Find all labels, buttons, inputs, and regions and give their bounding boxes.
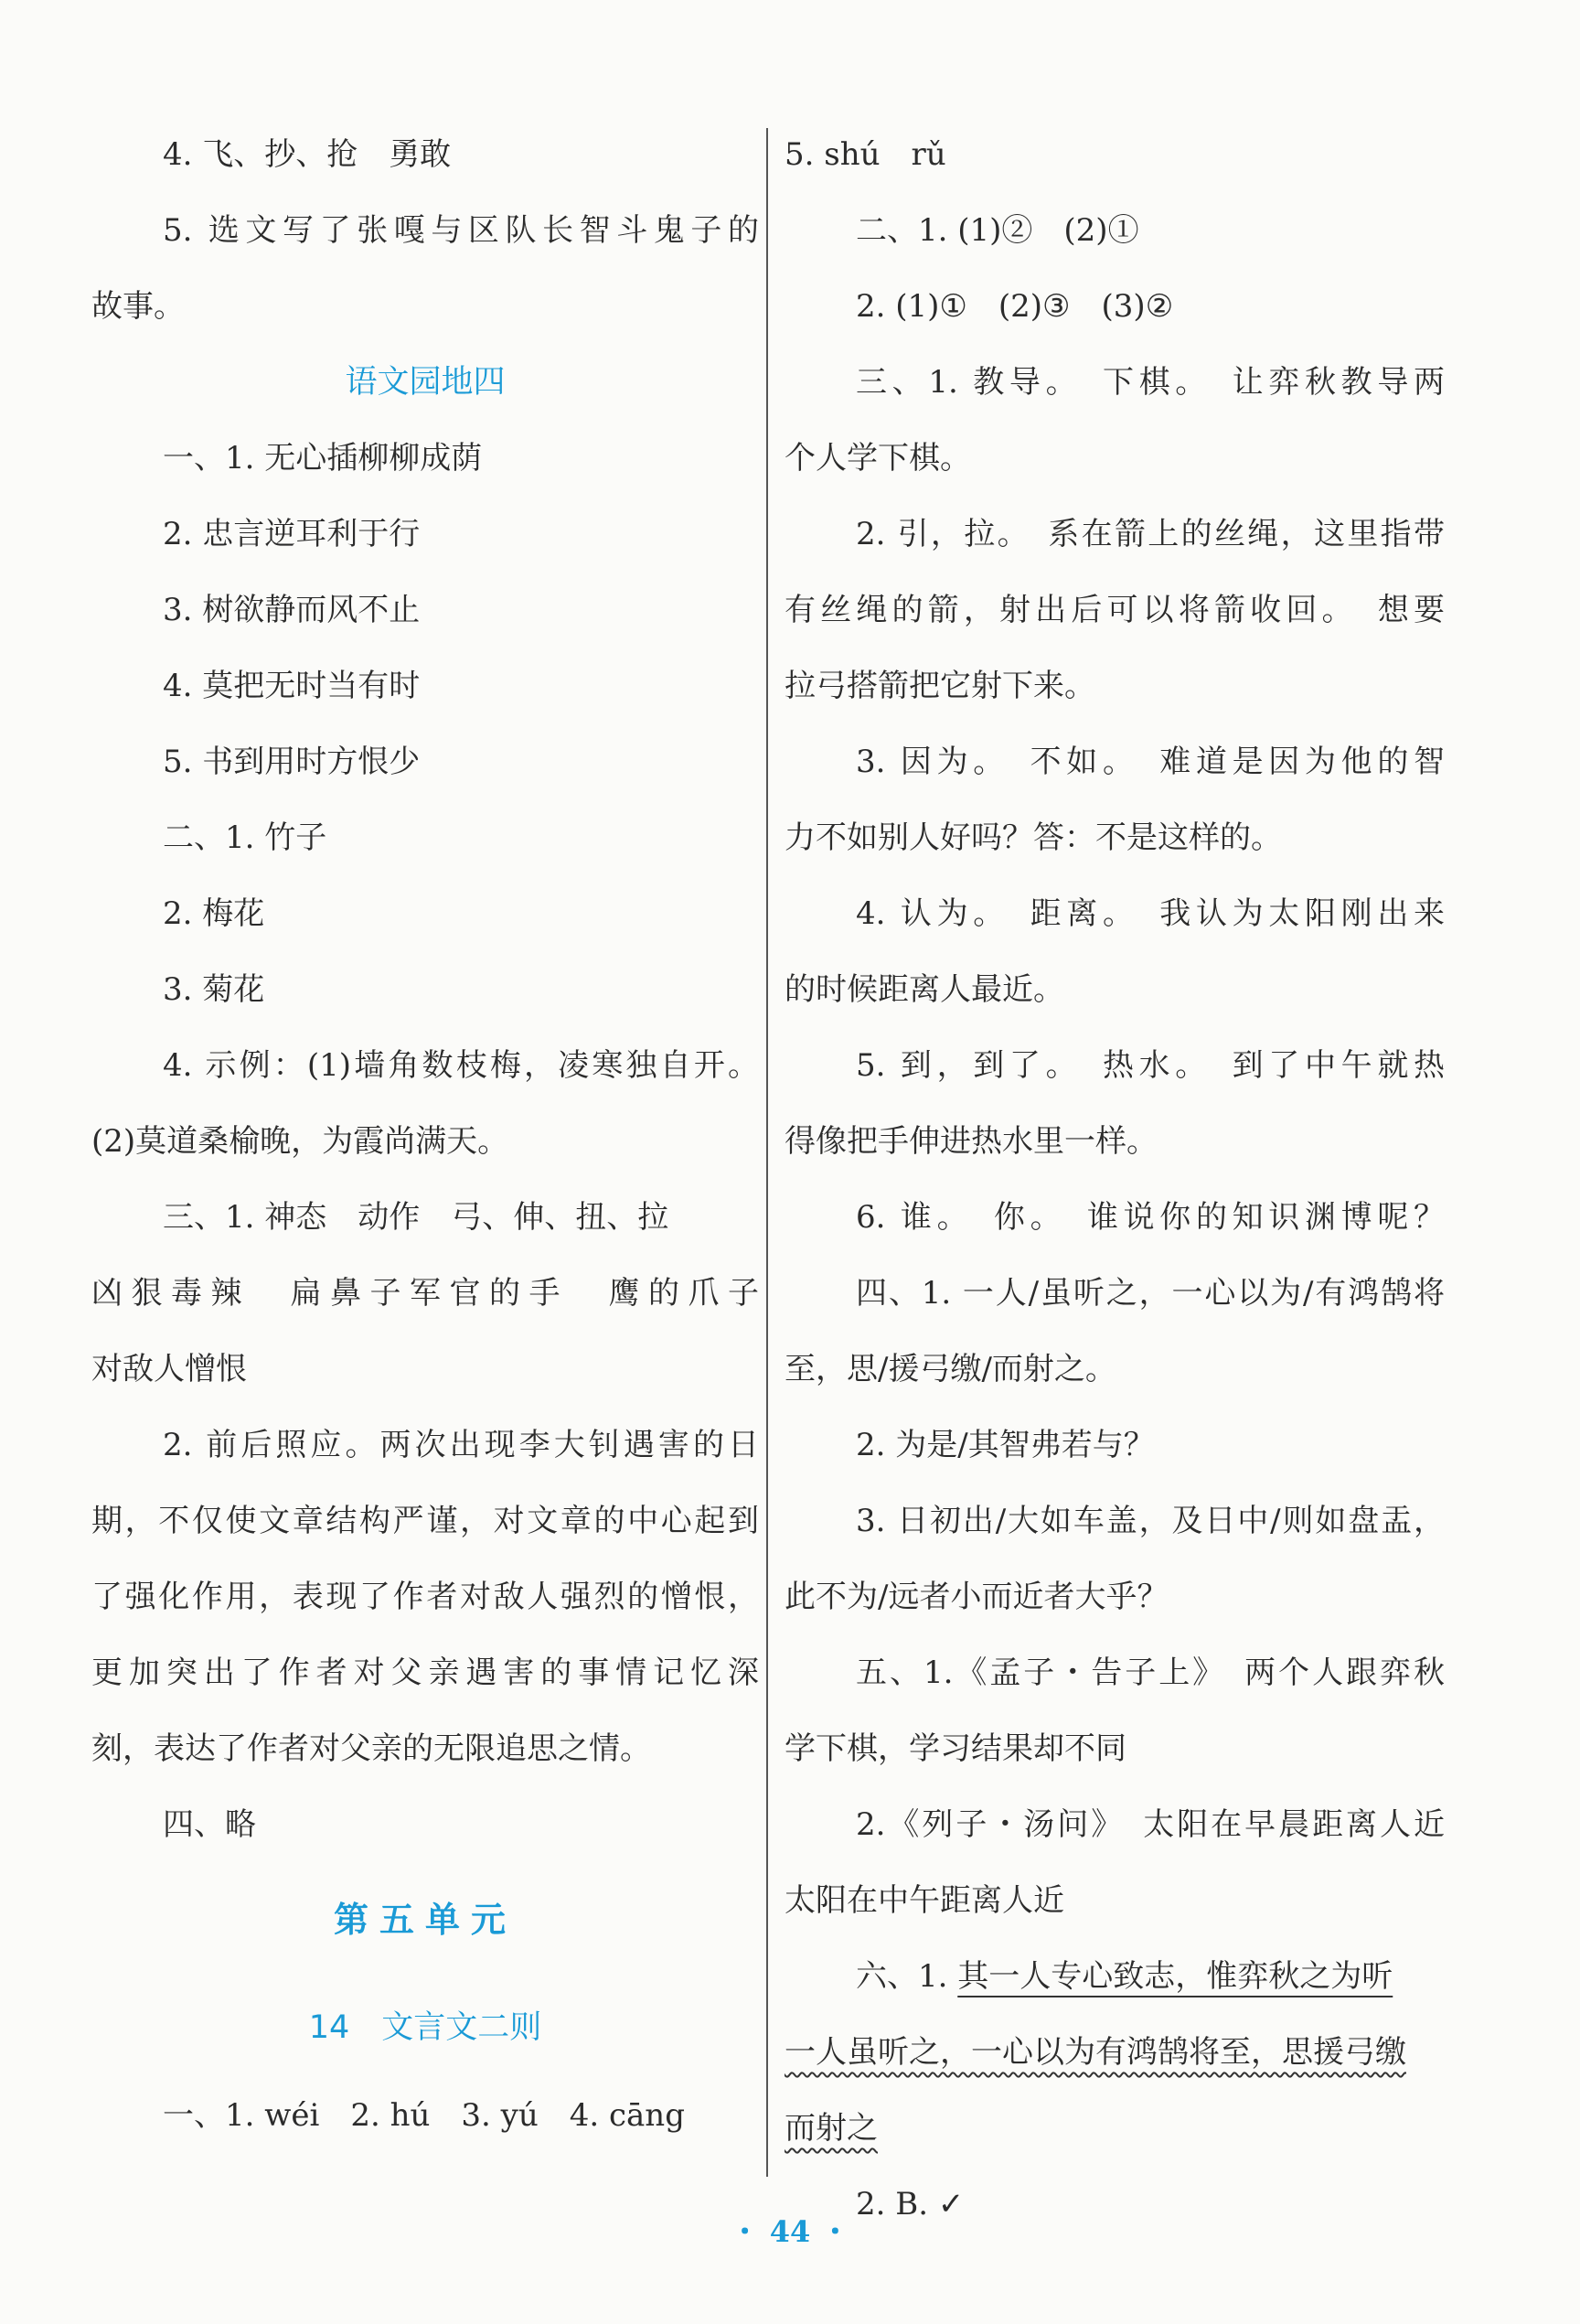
answer-line: 3. 日初出/大如车盖，及日中/则如盘盂，	[856, 1503, 1445, 1539]
answer-line: 一、1. wéi 2. hú 3. yú 4. cāng	[163, 2097, 685, 2134]
answer-line: 2. 前后照应。两次出现李大钊遇害的日	[163, 1427, 759, 1463]
answer-line: 五、1.《孟子・告子上》 两个人跟弈秋	[856, 1655, 1445, 1691]
answer-line: 3. 树欲静而风不止	[163, 592, 421, 628]
answer-line: 个人学下棋。	[785, 440, 971, 477]
answer-line: 4. 认为。 距离。 我认为太阳刚出来	[856, 895, 1445, 932]
answer-number: 六、1.	[856, 1958, 958, 1995]
answer-line	[785, 2015, 1445, 2091]
right-column	[785, 117, 1445, 2243]
answer-line: 至，思/援弓缴/而射之。	[785, 1351, 1116, 1387]
answer-line: 2. (1)① (2)③ (3)②	[856, 288, 1174, 325]
answer-line: 有丝绳的箭，射出后可以将箭收回。 想要	[785, 592, 1445, 628]
answer-line: 期，不仅使文章结构严谨，对文章的中心起到	[91, 1503, 759, 1539]
answer-line: 二、1. 竹子	[163, 819, 327, 856]
answer-line: 四、略	[163, 1806, 256, 1843]
answer-line: 拉弓搭箭把它射下来。	[785, 668, 1095, 704]
answer-line: 2. 忠言逆耳利于行	[163, 516, 421, 552]
answer-line: 3. 菊花	[163, 971, 265, 1008]
wavy-underlined-sentence: 一人虽听之，一心以为有鸿鹄将至，思援弓缴	[785, 2034, 1406, 2071]
answer-line: 2.《列子・汤问》 太阳在早晨距离人近	[856, 1806, 1445, 1843]
answer-line: 2. 梅花	[163, 895, 265, 932]
answer-line	[785, 1939, 1445, 2015]
answer-line: 5. 选文写了张嘎与区队长智斗鬼子的	[163, 212, 759, 249]
answer-line: 三、1. 神态 动作 弓、伸、扭、拉	[163, 1199, 669, 1236]
underlined-sentence: 其一人专心致志，惟弈秋之为听	[957, 1958, 1393, 1995]
answer-line: 太阳在中午距离人近	[785, 1882, 1064, 1919]
answer-line: 得像把手伸进热水里一样。	[785, 1123, 1158, 1160]
answer-line: 6. 谁。 你。 谁说你的知识渊博呢？	[856, 1199, 1445, 1236]
answer-line: 对敌人憎恨	[91, 1351, 247, 1387]
answer-line: 5. 书到用时方恨少	[163, 744, 421, 780]
answer-line: 5. shú rǔ	[785, 136, 946, 173]
answer-line: 的时候距离人最近。	[785, 971, 1064, 1008]
answer-line: (2)莫道桑榆晚，为霞尚满天。	[91, 1123, 509, 1160]
wavy-underlined-sentence: 而射之	[785, 2110, 878, 2147]
answer-line: 力不如别人好吗？答：不是这样的。	[785, 819, 1282, 856]
lesson-heading: 14 文言文二则	[308, 2009, 542, 2046]
answer-line: 2. 为是/其智弗若与？	[856, 1427, 1155, 1463]
answer-line: 刻，表达了作者对父亲的无限追思之情。	[91, 1730, 651, 1767]
answer-line: 凶狠毒辣 扁鼻子军官的手 鹰的爪子	[91, 1275, 759, 1312]
answer-line: 学下棋，学习结果却不同	[785, 1730, 1126, 1767]
answer-line: 四、1. 一人/虽听之，一心以为/有鸿鹄将	[856, 1275, 1445, 1312]
answer-line: 三、1. 教导。 下棋。 让弈秋教导两	[856, 364, 1445, 401]
answer-line: 5. 到，到了。 热水。 到了中午就热	[856, 1047, 1445, 1084]
answer-line: 一、1. 无心插柳柳成荫	[163, 440, 483, 477]
answer-line: 2. 引，拉。 系在箭上的丝绳，这里指带	[856, 516, 1445, 552]
answer-line: 4. 示例：(1)墙角数枝梅，凌寒独自开。	[163, 1047, 759, 1084]
unit-heading: 第五单元	[333, 1900, 517, 1940]
answer-line: 4. 飞、抄、抢 勇敢	[163, 136, 452, 173]
answer-line: 3. 因为。 不如。 难道是因为他的智	[856, 744, 1445, 780]
answer-line: 4. 莫把无时当有时	[163, 668, 421, 704]
left-column	[91, 117, 759, 2154]
answer-line: 2. B. ✓	[856, 2186, 965, 2222]
answer-line	[785, 2091, 1445, 2167]
column-divider	[766, 128, 768, 2177]
answer-line: 故事。	[91, 288, 185, 325]
answer-line: 二、1. (1)② (2)①	[856, 212, 1139, 249]
answer-line: 此不为/远者小而近者大乎？	[785, 1579, 1169, 1615]
answer-line: 更加突出了作者对父亲遇害的事情记忆深	[91, 1655, 759, 1691]
section-heading-yuwen-yuandi: 语文园地四	[345, 364, 506, 401]
page-number: ・ 44 ・	[730, 2214, 850, 2249]
answer-line: 了强化作用，表现了作者对敌人强烈的憎恨，	[91, 1579, 759, 1615]
